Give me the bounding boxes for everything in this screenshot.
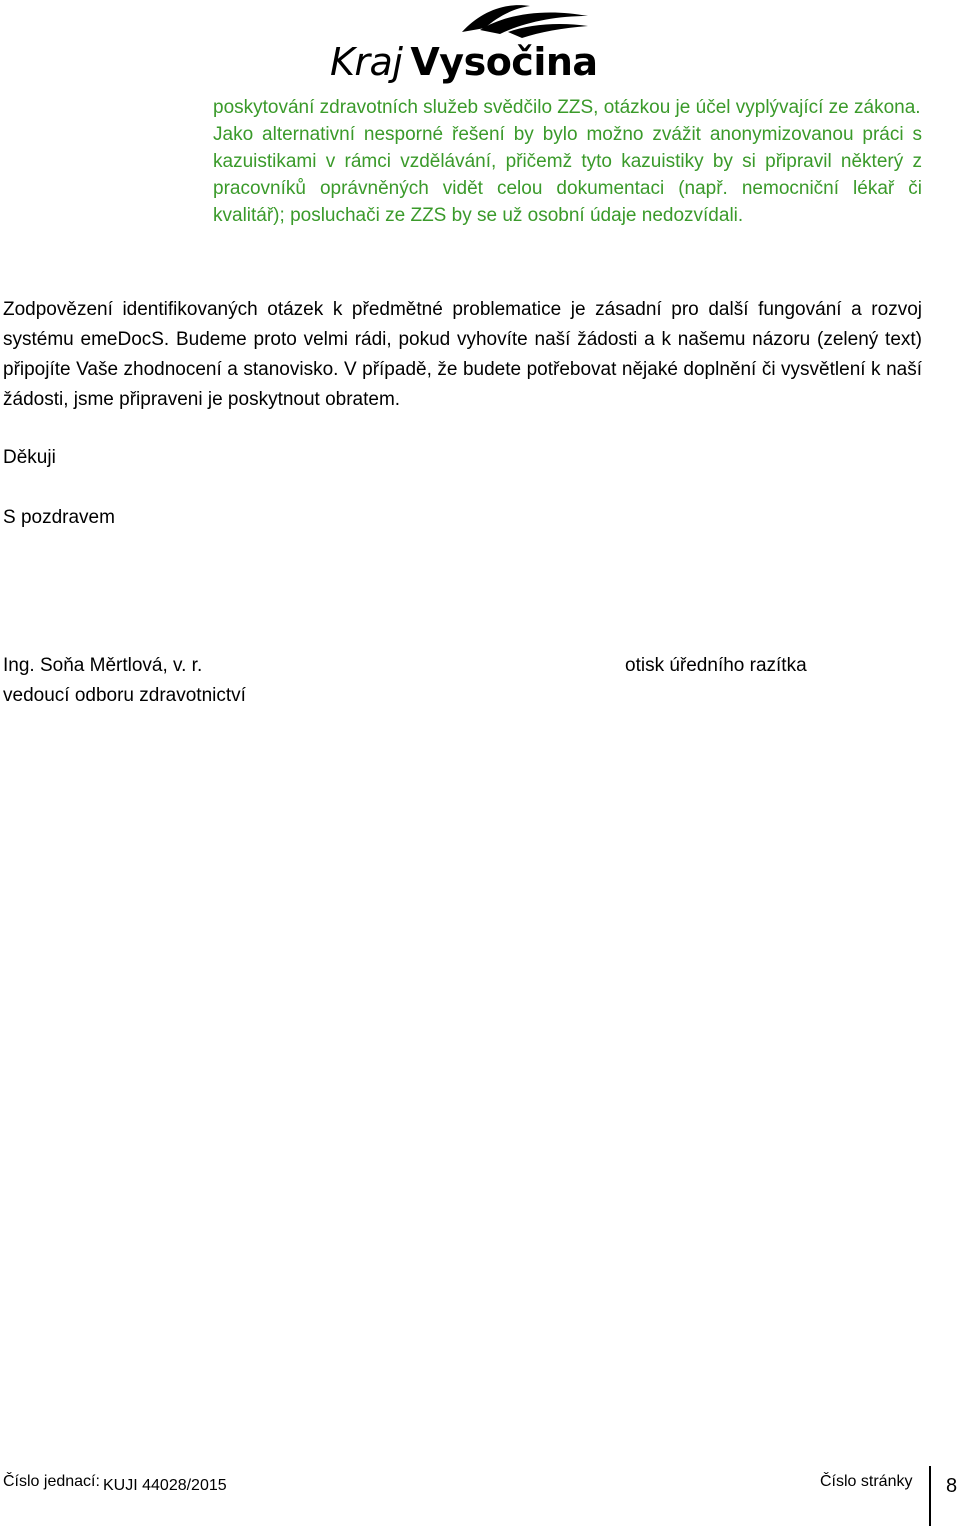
logo-wordmark	[330, 40, 598, 84]
closing-text: S pozdravem	[3, 507, 115, 528]
logo-kraj: Kraj	[330, 40, 403, 84]
signature-name: Ing. Soňa Měrtlová, v. r.	[3, 655, 203, 676]
green-opinion-block	[213, 94, 922, 229]
footer-page-number: 8	[946, 1475, 958, 1497]
green-paragraph-1: poskytování zdravotních služeb svědčilo ZZS, otázkou je účel vyplývající ze zákona.	[213, 97, 921, 118]
footer-ref-label: Číslo jednací:	[3, 1473, 100, 1490]
stamp-placeholder: otisk úředního razítka	[625, 655, 807, 676]
logo-vysocina: Vysočina	[410, 40, 598, 84]
footer-divider	[929, 1466, 931, 1526]
thanks-text: Děkuji	[3, 447, 56, 468]
kraj-vysocina-logo	[330, 2, 598, 88]
signature-role: vedoucí odboru zdravotnictví	[3, 685, 246, 706]
footer-ref-value: KUJI 44028/2015	[103, 1477, 227, 1494]
green-paragraph-2: Jako alternativní nesporné řešení by bylo možno zvážit anonymizovanou práci s kazuistikami v rámci vzdělávání, přičemž tyto kazuistiky by si připravil některý z pracovníků oprávněných vidět celou dokumentaci (např. nemocniční lékař či kvalitář); posluchači ze ZZS by se už osobní údaje nedozvídali.	[213, 124, 922, 226]
main-paragraph: Zodpovězení identifikovaných otázek k předmětné problematice je zásadní pro další fungování a rozvoj systému emeDocS. Budeme proto velmi rádi, pokud vyhovíte naší žádosti a k našemu názoru (zelený text) připojíte Vaše zhodnocení a stanovisko. V případě, že budete potřebovat nějaké doplnění či vysvětlení k naší žádosti, jsme připraveni je poskytnout obratem.	[3, 299, 922, 410]
footer-page-label: Číslo stránky	[820, 1473, 913, 1490]
